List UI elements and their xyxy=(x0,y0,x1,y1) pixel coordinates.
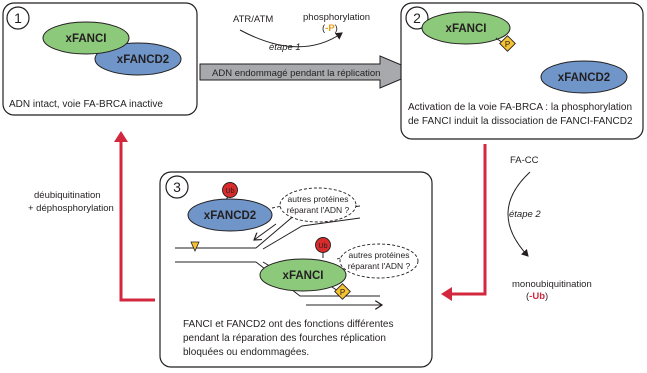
panel-3-caption-line-3: bloquées ou endommagées. xyxy=(183,347,310,358)
reversal-arrow-group xyxy=(28,131,155,300)
kinase-label: ATR/ATM xyxy=(233,14,274,25)
fa-cc-label: FA-CC xyxy=(510,155,539,166)
cycle-arrow-right xyxy=(450,144,485,294)
panel-2 xyxy=(401,3,643,139)
panel-2-caption-line-1: Activation de la voie FA-BRCA : la phosphorylation xyxy=(408,102,633,113)
bubble-2-line-2: réparant l'ADN ? xyxy=(347,261,411,271)
panel-3-fanci-label: xFANCI xyxy=(282,270,324,282)
panel-1-fancd2-label: xFANCD2 xyxy=(116,54,170,66)
step-1-label: étape 1 xyxy=(269,42,301,53)
deubiquitination-label: déubiquitination xyxy=(34,190,101,201)
fanci-phospho-symbol: P xyxy=(339,288,346,297)
step-1-arrow-group xyxy=(200,12,418,88)
panel-3-fancd2-label: xFANCD2 xyxy=(203,210,257,222)
dephosphorylation-label: + déphosphorylation xyxy=(28,203,114,214)
panel-1-caption: ADN intact, voie FA-BRCA inactive xyxy=(9,99,163,110)
fanci-ub-symbol: Ub xyxy=(318,243,328,250)
bubble-1-line-2: réparant l'ADN ? xyxy=(286,205,350,215)
panel-3 xyxy=(160,172,432,367)
panel-3-caption-line-1: FANCI et FANCD2 ont des fonctions différentes xyxy=(183,319,394,330)
step-2-label: étape 2 xyxy=(509,209,541,220)
monoubiquitination-label: monoubiquitination xyxy=(512,279,592,290)
panel-1 xyxy=(3,3,197,115)
step-2-arrow-group xyxy=(441,144,592,302)
panel-2-fancd2-label: xFANCD2 xyxy=(557,72,611,84)
bubble-2-line-1: autres protéines xyxy=(348,250,410,260)
bubble-1-line-1: autres protéines xyxy=(287,194,349,204)
phosphorylation-label: phosphorylation xyxy=(303,12,371,23)
panel-2-fanci-label: xFANCI xyxy=(445,23,487,35)
panel-2-phospho-symbol: P xyxy=(504,40,511,49)
phosphorylation-mark: (-P) xyxy=(322,23,338,34)
damage-condition-label: ADN endommagé pendant la réplication xyxy=(212,68,381,79)
panel-1-number: 1 xyxy=(14,10,22,26)
monoubiquitination-mark: (-Ub) xyxy=(526,291,549,302)
cycle-arrow-left xyxy=(121,140,155,300)
panel-3-caption-line-2: pendant la réparation des fourches réplication xyxy=(183,333,386,344)
panel-2-caption-line-2: de FANCI induit la dissociation de FANCI-FANCD2 xyxy=(408,116,633,127)
panel-3-number: 3 xyxy=(173,179,181,195)
panel-2-number: 2 xyxy=(413,10,421,26)
fancd2-ub-symbol: Ub xyxy=(225,188,235,195)
panel-1-fanci-label: xFANCI xyxy=(65,33,107,45)
cycle-arrow-right-head xyxy=(441,287,452,301)
cycle-arrow-left-head xyxy=(114,131,128,142)
